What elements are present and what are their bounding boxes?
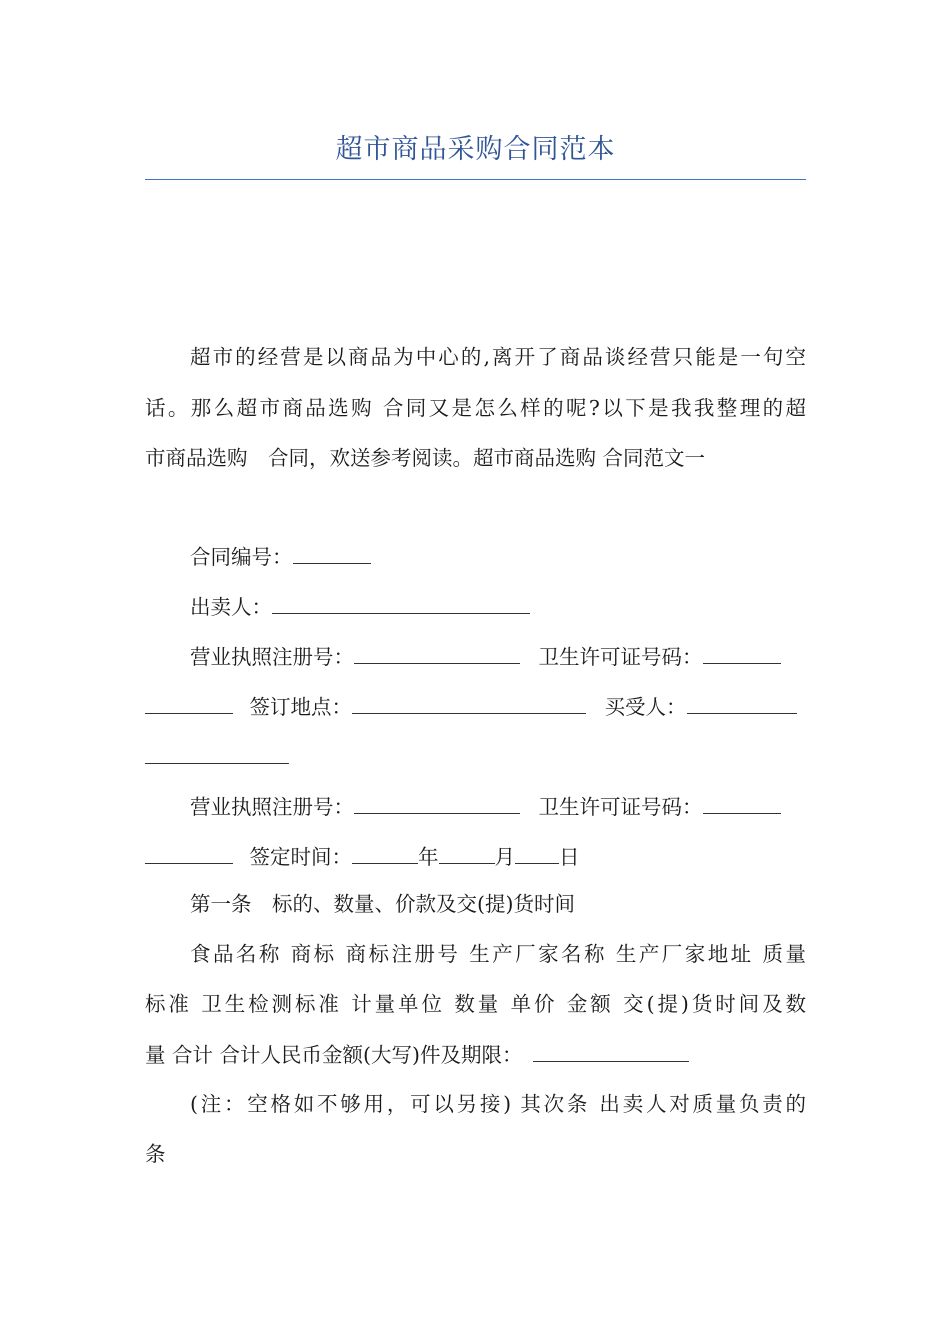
- health-permit-label-2: 卫生许可证号码：: [538, 795, 703, 819]
- period-blank[interactable]: [533, 1039, 689, 1062]
- table-header-line-1: 食品名称 商标 商标注册号 生产厂家名称 生产厂家地址 质量: [190, 942, 806, 966]
- seller-row: [145, 591, 806, 622]
- day-label: 日: [559, 845, 580, 869]
- contract-number-blank[interactable]: [293, 541, 371, 564]
- article-1-heading: 第一条 标的、数量、价款及交(提)货时间: [190, 892, 575, 916]
- day-blank[interactable]: [515, 841, 559, 864]
- total-label: 量 合计 合计人民币金额(大写)件及期限：: [145, 1043, 523, 1067]
- seller-blank[interactable]: [272, 591, 530, 614]
- table-header-line-3: [145, 1039, 806, 1070]
- title-underline: [145, 179, 806, 180]
- sign-place-row: [145, 691, 806, 722]
- note-line-1: (注：空格如不够用，可以另接) 其次条 出卖人对质量负责的: [190, 1092, 806, 1116]
- sign-place-blank[interactable]: [352, 691, 586, 714]
- license-blank[interactable]: [354, 641, 520, 664]
- license-label-2: 营业执照注册号：: [190, 795, 354, 819]
- license-blank-2[interactable]: [354, 791, 520, 814]
- buyer-label: 买受人：: [604, 695, 687, 719]
- sign-time-row: [145, 841, 806, 872]
- sign-time-label: 签定时间：: [249, 845, 353, 869]
- health-permit-blank-2-cont[interactable]: [145, 841, 233, 864]
- note-line-2: 条: [145, 1142, 166, 1166]
- intro-line-3: 市商品选购 合同，欢送参考阅读。超市商品选购 合同范文一: [145, 446, 706, 470]
- table-header-line-2: 标准 卫生检测标准 计量单位 数量 单价 金额 交(提)货时间及数: [145, 992, 806, 1016]
- year-blank[interactable]: [352, 841, 418, 864]
- health-permit-label: 卫生许可证号码：: [538, 645, 703, 669]
- contract-number-label: 合同编号：: [190, 545, 293, 569]
- seller-label: 出卖人：: [190, 595, 272, 619]
- intro-line-1: 超市的经营是以商品为中心的,离开了商品谈经营只能是一句空: [190, 345, 806, 369]
- month-blank[interactable]: [439, 841, 495, 864]
- buyer-blank-cont[interactable]: [145, 741, 289, 764]
- year-label: 年: [418, 845, 439, 869]
- document-title: 超市商品采购合同范本: [335, 134, 616, 165]
- intro-line-2: 话。那么超市商品选购 合同又是怎么样的呢?以下是我我整理的超: [145, 396, 806, 420]
- health-permit-blank-cont[interactable]: [145, 691, 233, 714]
- contract-number-row: [145, 541, 806, 572]
- license-label: 营业执照注册号：: [190, 645, 354, 669]
- month-label: 月: [494, 845, 516, 869]
- buyer-blank-cont-row: [145, 741, 806, 772]
- buyer-blank[interactable]: [687, 691, 797, 714]
- health-permit-blank[interactable]: [703, 641, 781, 664]
- health-permit-blank-2[interactable]: [703, 791, 781, 814]
- sign-place-label: 签订地点：: [249, 695, 353, 719]
- license-row-2: [145, 791, 806, 822]
- license-row: [145, 641, 806, 672]
